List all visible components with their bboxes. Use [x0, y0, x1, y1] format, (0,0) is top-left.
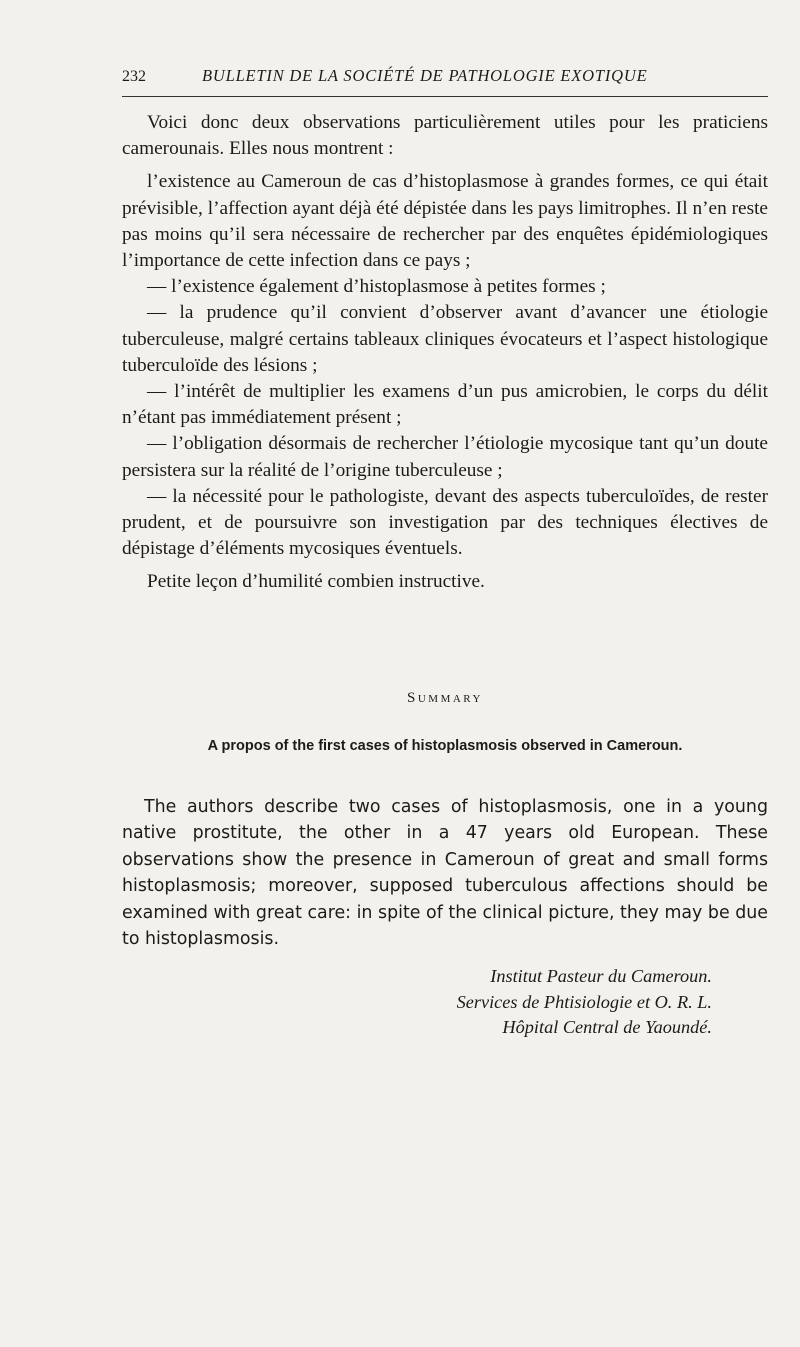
paragraph-conclusion: Petite leçon d’humilité combien instructive.: [147, 571, 485, 593]
paragraph-point-2: — l’existence également d’histoplasmose à petites formes ;: [147, 276, 606, 298]
summary-subtitle: A propos of the first cases of histoplasmosis observed in Cameroun.: [207, 738, 683, 754]
summary-heading: Summary: [407, 690, 483, 706]
page-number: 232: [122, 68, 146, 85]
author-affiliations: [300, 964, 712, 1041]
page-header: [122, 66, 768, 94]
paragraph-intro: Voici donc deux observations particulièrement utiles pour les praticiens camerounais. Elles nous montrent :: [122, 112, 768, 160]
affiliation-line-1: Institut Pasteur du Cameroun.: [490, 966, 712, 986]
paragraph-point-3: — la prudence qu’il convient d’observer avant d’avancer une étiologie tuberculeuse, malgré certains tableaux cliniques évocateurs et l’aspect histologique tuberculoïde des lésions ;: [122, 302, 768, 376]
summary-paragraph: The authors describe two cases of histoplasmosis, one in a young native prostitute, the other in a 47 years old European. These observations show the presence in Cameroun of great and small forms histoplasmosis; moreover, supposed tuberculous affections should be examined with great care: in spite of the clinical picture, they may be due to histoplasmosis.: [122, 797, 768, 950]
affiliation-line-2: Services de Phtisiologie et O. R. L.: [456, 991, 712, 1012]
paragraph-point-6: — la nécessité pour le pathologiste, devant des aspects tuberculoïdes, de rester prudent, et de poursuivre son investigation par des techniques électives de dépistage d’éléments mycosiques éventuels.: [122, 485, 768, 560]
header-rule: [122, 96, 768, 97]
affiliation-line-3: Hôpital Central de Yaoundé.: [502, 1017, 712, 1037]
body-text: [122, 110, 768, 596]
paragraph-point-4: — l’intérêt de multiplier les examens d’un pus amicrobien, le corps du délit n’étant pas immédiatement présent ;: [122, 381, 768, 429]
paragraph-point-1: l’existence au Cameroun de cas d’histoplasmose à grandes formes, ce qui était prévisible, l’affection ayant déjà été dépistée dans les pays limitrophes. Il n’en reste pas moins qu’il sera nécessaire de rechercher par des enquêtes épidémiologiques l’importance de cette infection dans ce pays ;: [122, 171, 768, 272]
paragraph-point-5: — l’obligation désormais de rechercher l’étiologie mycosique tant qu’un doute persistera sur la réalité de l’origine tuberculeuse ;: [122, 433, 768, 481]
summary-text: [122, 794, 768, 952]
running-title: BULLETIN DE LA SOCIÉTÉ DE PATHOLOGIE EXOTIQUE: [202, 66, 648, 85]
